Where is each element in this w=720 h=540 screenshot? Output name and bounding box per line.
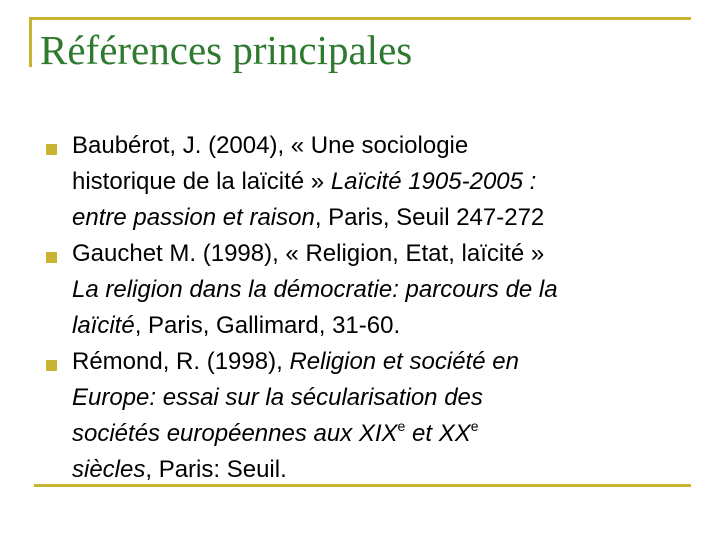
superscript: e	[397, 418, 406, 434]
reference-line	[72, 272, 702, 308]
book-title: Religion et société en	[289, 348, 519, 375]
reference-text: Gauchet M. (1998), « Religion, Etat, laïcité »	[72, 240, 545, 267]
slide-title: Références principales	[40, 27, 413, 73]
book-title: entre passion et raison	[72, 204, 315, 231]
reference-list	[42, 128, 702, 488]
reference-line	[72, 416, 702, 452]
reference-item	[42, 236, 702, 344]
reference-line	[72, 308, 702, 344]
reference-text: Rémond, R. (1998),	[72, 348, 290, 375]
reference-line	[72, 344, 702, 380]
book-title: siècles	[72, 456, 146, 483]
reference-item	[42, 344, 702, 488]
reference-item	[42, 128, 702, 236]
square-bullet-icon	[46, 360, 57, 371]
superscript: e	[470, 418, 479, 434]
book-title: et XX	[405, 420, 471, 447]
reference-text: , Paris, Gallimard, 31-60.	[134, 312, 401, 339]
reference-line	[72, 200, 702, 236]
book-title: laïcité	[72, 312, 135, 339]
reference-line	[72, 164, 702, 200]
book-title: sociétés européennes aux XIX	[72, 420, 398, 447]
reference-line	[72, 380, 702, 416]
reference-text: historique de la laïcité »	[72, 168, 331, 195]
book-title: Laïcité 1905-2005 :	[330, 168, 537, 195]
square-bullet-icon	[46, 252, 57, 263]
reference-line	[72, 128, 702, 164]
bottom-rule	[34, 484, 691, 487]
left-rule	[29, 17, 32, 67]
book-title: La religion dans la démocratie: parcours de la	[72, 276, 558, 303]
reference-line	[72, 236, 702, 272]
reference-text: Baubérot, J. (2004), « Une sociologie	[72, 132, 469, 159]
reference-text: , Paris: Seuil.	[145, 456, 287, 483]
reference-text: , Paris, Seuil 247-272	[314, 204, 545, 231]
top-rule	[29, 17, 691, 20]
book-title: Europe: essai sur la sécularisation des	[72, 384, 483, 411]
reference-line	[72, 452, 702, 488]
square-bullet-icon	[46, 144, 57, 155]
